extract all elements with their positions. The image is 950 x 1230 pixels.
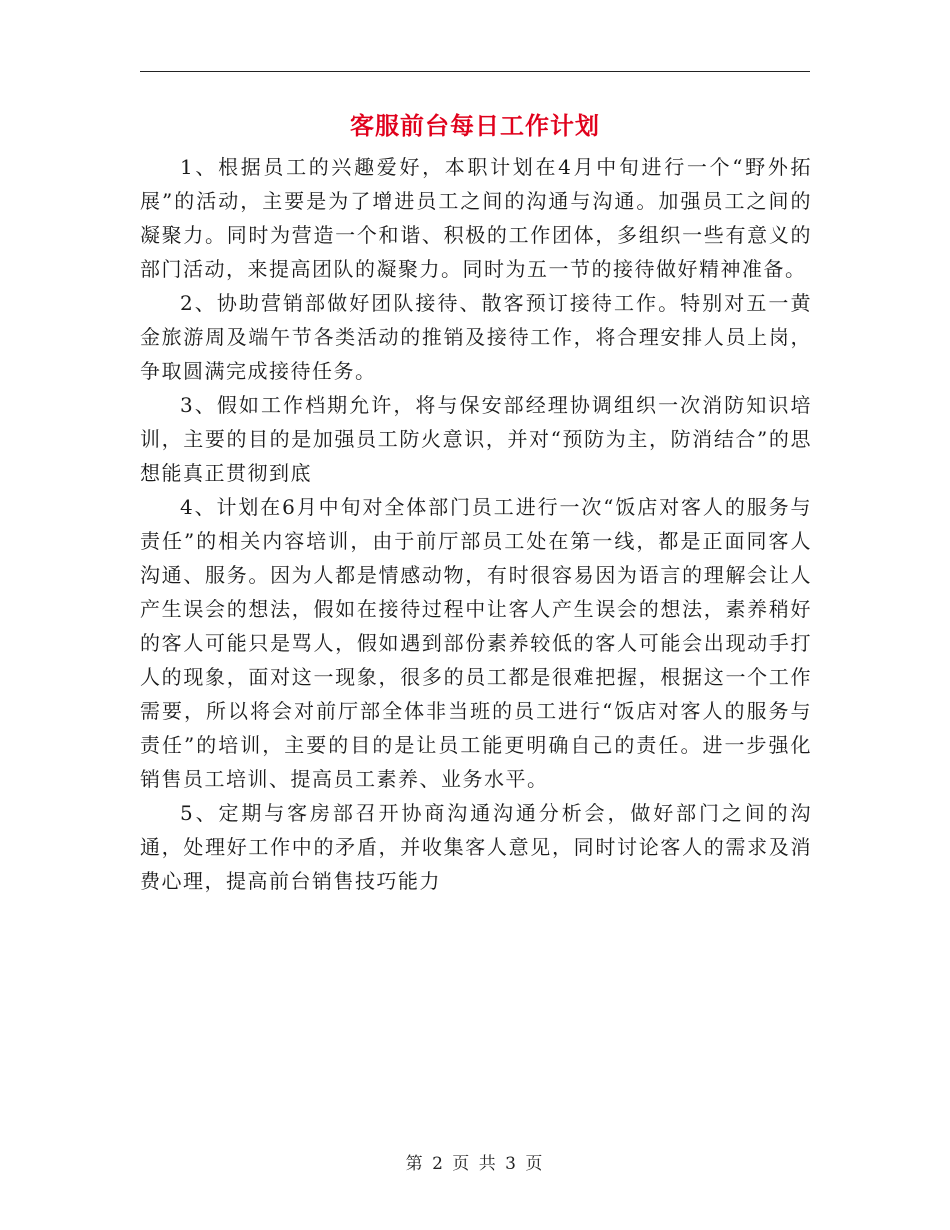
paragraph-3: 3、假如工作档期允许，将与保安部经理协调组织一次消防知识培训，主要的目的是加强员工防火意识，并对“预防为主，防消结合”的思想能真正贯彻到底 bbox=[140, 393, 812, 485]
page-number: 第 2 页 共 3 页 bbox=[405, 1154, 545, 1174]
paragraph-5: 5、定期与客房部召开协商沟通沟通分析会，做好部门之间的沟通，处理好工作中的矛盾，并收集客人意见，同时讨论客人的需求及消费心理，提高前台销售技巧能力 bbox=[140, 801, 812, 893]
paragraph-2: 2、协助营销部做好团队接待、散客预订接待工作。特别对五一黄金旅游周及端午节各类活动的推销及接待工作，将合理安排人员上岗，争取圆满完成接待任务。 bbox=[140, 291, 812, 383]
document-body bbox=[140, 150, 812, 898]
paragraph-1: 1、根据员工的兴趣爱好，本职计划在4月中旬进行一个“野外拓展”的活动，主要是为了增进员工之间的沟通与沟通。加强员工之间的凝聚力。同时为营造一个和谐、积极的工作团体，多组织一些有意义的部门活动，来提高团队的凝聚力。同时为五一节的接待做好精神准备。 bbox=[140, 155, 812, 281]
document-title: 客服前台每日工作计划 bbox=[350, 111, 600, 140]
header-rule bbox=[140, 71, 810, 72]
paragraph-4: 4、计划在6月中旬对全体部门员工进行一次“饭店对客人的服务与责任”的相关内容培训，由于前厅部员工处在第一线，都是正面同客人沟通、服务。因为人都是情感动物，有时很容易因为语言的理解会让人产生误会的想法，假如在接待过程中让客人产生误会的想法，素养稍好的客人可能只是骂人，假如遇到部份素养较低的客人可能会出现动手打人的现象，面对这一现象，很多的员工都是很难把握，根据这一个工作需要，所以将会对前厅部全体非当班的员工进行“饭店对客人的服务与责任”的培训，主要的目的是让员工能更明确自己的责任。进一步强化销售员工培训、提高员工素养、业务水平。 bbox=[140, 495, 812, 791]
